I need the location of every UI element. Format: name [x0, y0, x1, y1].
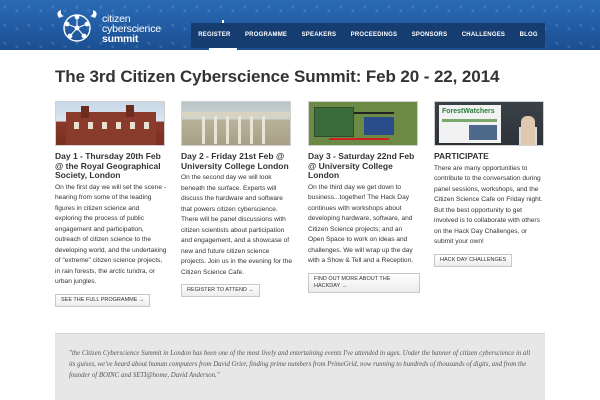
nav-challenges[interactable]: CHALLENGES: [461, 32, 506, 38]
university-college-london-photo: [181, 101, 291, 146]
nav-sponsors[interactable]: SPONSORS: [411, 32, 448, 38]
site-header: [0, 0, 600, 50]
day-1-column: [55, 101, 167, 307]
participate-column: [434, 101, 546, 267]
page-title: The 3rd Citizen Cyberscience Summit: Feb 20 - 22, 2014: [55, 67, 500, 86]
nav-blog[interactable]: BLOG: [519, 32, 538, 38]
day-3-column: [308, 101, 420, 293]
forestwatchers-screen-text: ForestWatchers: [442, 108, 495, 115]
participate-title: PARTICIPATE: [434, 151, 489, 161]
hardware-hackday-photo: [308, 101, 418, 146]
nav-proceedings[interactable]: PROCEEDINGS: [350, 32, 398, 38]
register-to-attend-button[interactable]: REGISTER TO ATTEND →: [181, 284, 260, 297]
day-2-title: Day 2 - Friday 21st Feb @ University College London: [181, 151, 289, 171]
participate-description: There are many opportunities to contribute to the conversation during panel sessions, workshops, and the Citizen Science Cafe on Friday night. But the best opportunity to get involved is to collaborate with others on the Hack Day Challenges, or submit your own!: [434, 164, 543, 245]
testimonial-quote: "the Citizen Cyberscience Summit in London has been one of the most lively and entertaining events I've attended in ages. Under the banner of citizen cyberscience in all its guises, we've heard about human computers from David Grier, finding prime numbers from PrimeGrid, now running to hundreds of thousands of digits, and from the founder of BOINC and SETI@home, David Anderson.": [69, 350, 531, 379]
testimonial-box: [55, 333, 545, 400]
day-2-description: On the second day we will look beneath the surface. Experts will discuss the hardware and software that powers citizen cyberscience. There will be panel discussions with citizen scientists about participation and engagement, and a showcase of new and future citizen science projects. Join us in the evening for the Citizen Science Cafe.: [181, 174, 293, 276]
logo-line-1: citizen: [102, 13, 131, 25]
logo-line-3: summit: [102, 33, 139, 45]
royal-geographical-society-photo: [55, 101, 165, 146]
forestwatchers-presentation-photo: [434, 101, 544, 146]
main-nav: [191, 23, 545, 48]
day-2-column: [181, 101, 293, 297]
logo-text: [102, 14, 161, 44]
hack-day-challenges-button[interactable]: HACK DAY CHALLENGES: [434, 254, 512, 267]
nav-register[interactable]: REGISTER: [198, 32, 231, 38]
site-logo[interactable]: [55, 8, 190, 46]
day-1-description: On the first day we will set the scene - hearing from some of the leading figures in citizen science and exploring the process of public engagement and participation, outreach of citizen science to the developing world, and the undertaking of "extreme" citizen science projects, in rain forests, the arctic tundra, or urban jungles.: [55, 183, 167, 285]
day-1-title: Day 1 - Thursday 20th Feb @ the Royal Geographical Society, London: [55, 151, 161, 180]
logo-mark-icon: [55, 8, 103, 46]
day-3-description: On the third day we get down to business...together! The Hack Day continues with workshops about developing hardware, software, and Citizen Science projects; and an Open Space to work on ideas and challenges. We will wrap up the day with a Show & Tell and a Reception.: [308, 183, 414, 264]
nav-speakers[interactable]: SPEAKERS: [301, 32, 337, 38]
see-full-programme-button[interactable]: SEE THE FULL PROGRAMME →: [55, 294, 150, 307]
nav-programme[interactable]: PROGRAMME: [244, 32, 288, 38]
day-3-title: Day 3 - Saturday 22nd Feb @ University College London: [308, 151, 415, 180]
logo-line-2: cyberscience: [102, 23, 161, 35]
hackday-info-button[interactable]: FIND OUT MORE ABOUT THE HACKDAY →: [308, 273, 420, 293]
